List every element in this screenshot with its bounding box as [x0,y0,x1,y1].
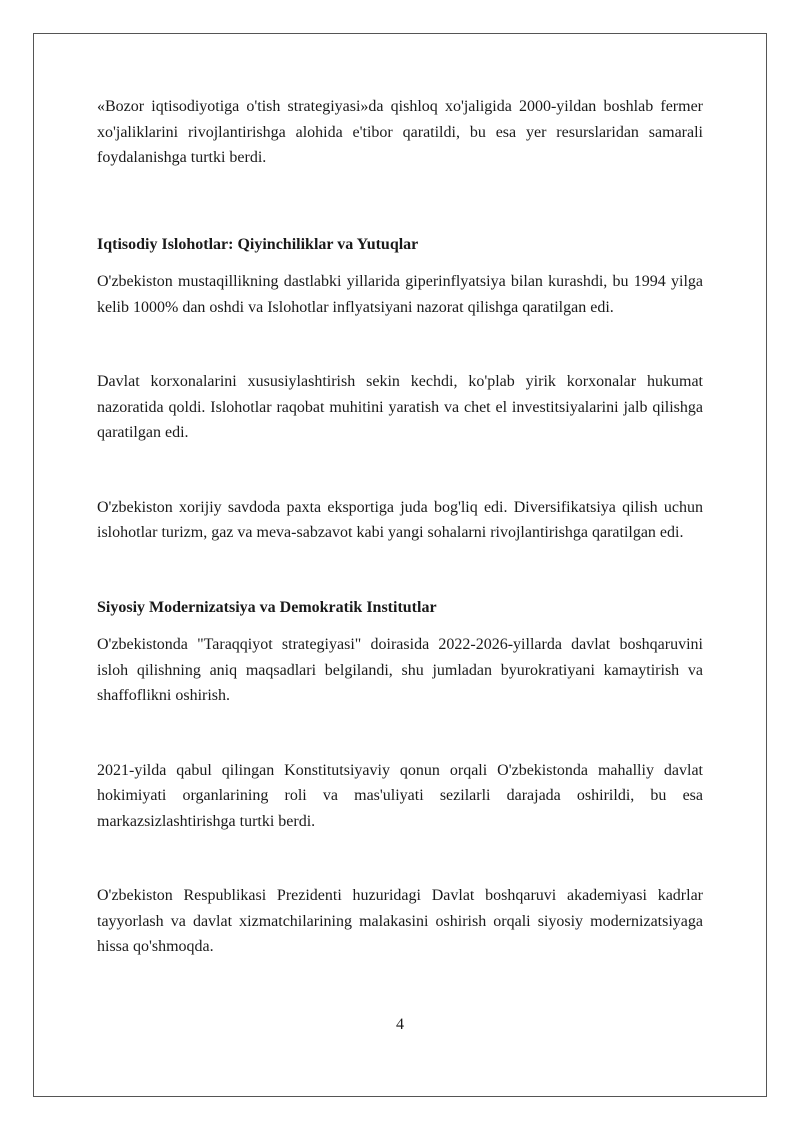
paragraph-privatization: Davlat korxonalarini xususiylashtirish sekin kechdi, ko'plab yirik korxonalar hukumat nazoratida qoldi. Islohotlar raqobat muhitini yaratish va chet el investitsiyalarini jalb qilishga qaratilgan edi. [97,373,703,441]
heading-political-modernization: Siyosiy Modernizatsiya va Demokratik Institutlar [97,598,437,616]
paragraph-cotton-exports: O'zbekiston xorijiy savdoda paxta eksportiga juda bog'liq edi. Diversifikatsiya qilish uchun islohotlar turizm, gaz va meva-sabzavot kabi yangi sohalarni rivojlantirishga qaratilgan edi. [97,498,703,541]
heading-economic-reforms: Iqtisodiy Islohotlar: Qiyinchiliklar va Yutuqlar [97,235,419,253]
paragraph-farming-strategy: «Bozor iqtisodiyotiga o'tish strategiyasi»da qishloq xo'jaligida 2000-yildan boshlab fermer xo'jaliklarini rivojlantirishga alohida e'tibor qaratildi, bu esa yer resurslaridan samarali foydalanishga turtki berdi. [97,98,703,166]
document-body [97,94,703,960]
paragraph-constitutional-law: 2021-yilda qabul qilingan Konstitutsiyaviy qonun orqali O'zbekistonda mahalliy davlat hokimiyati organlarining roli va mas'uliyati sezilarli darajada oshirildi, bu esa markazsizlashtirishga turtki berdi. [97,761,703,830]
paragraph-academy: O'zbekiston Respublikasi Prezidenti huzuridagi Davlat boshqaruvi akademiyasi kadrlar tayyorlash va davlat xizmatchilarining malakasini oshirish orqali siyosiy modernizatsiyaga hissa qo'shmoqda. [97,887,703,955]
page-number: 4 [396,1016,404,1033]
paragraph-development-strategy: O'zbekistonda "Taraqqiyot strategiyasi" doirasida 2022-2026-yillarda davlat boshqaruvini isloh qilishning aniq maqsadlari belgilandi, shu jumladan byurokratiyani kamaytirish va shaffoflikni oshirish. [97,636,703,704]
paragraph-hyperinflation: O'zbekiston mustaqillikning dastlabki yillarida giperinflyatsiya bilan kurashdi, bu 1994 yilga kelib 1000% dan oshdi va Islohotlar inflyatsiyani nazorat qilishga qaratilgan edi. [97,273,703,316]
